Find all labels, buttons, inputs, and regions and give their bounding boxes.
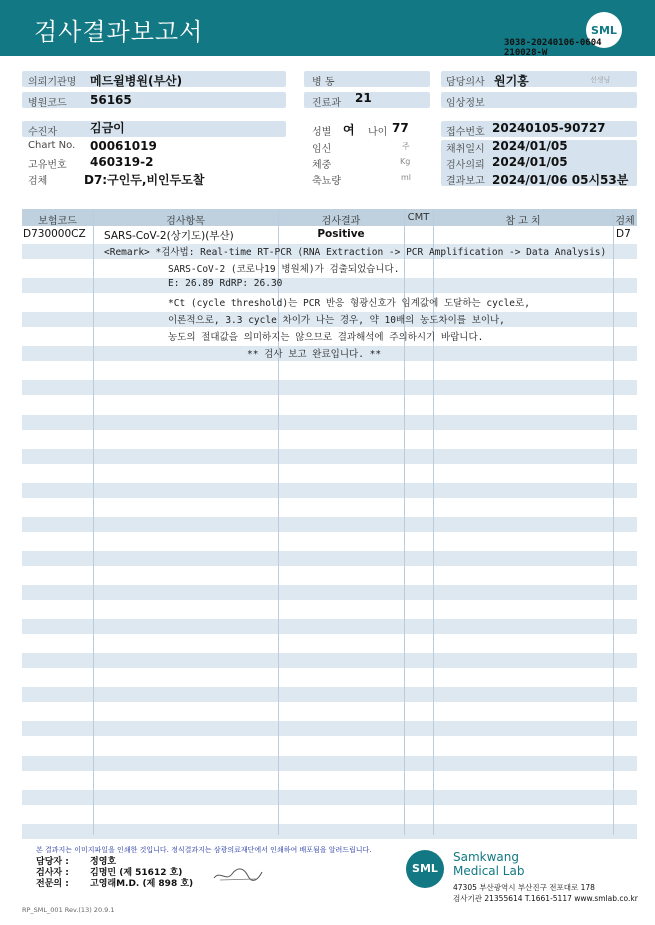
remark-line: 농도의 절대값을 의미하지는 않으므로 결과해석에 주의하시기 바랍니다. xyxy=(168,332,484,343)
patient-box xyxy=(22,121,286,137)
hospital-code-value: 56165 xyxy=(90,93,132,107)
age-label: 나이 xyxy=(368,127,388,138)
sml-logo-text: SML xyxy=(591,24,617,37)
column-header-reference: 참 고 치 xyxy=(505,216,541,227)
specialist-value: 고영래M.D. (제 898 호) xyxy=(90,879,194,889)
column-divider xyxy=(93,209,94,835)
dept-label: 진료과 xyxy=(312,98,341,109)
dept-value: 21 xyxy=(355,91,372,105)
specimen-label: 검체 xyxy=(28,176,48,187)
table-stripe xyxy=(22,278,637,293)
hospital-code-label: 병원코드 xyxy=(28,98,67,109)
clinical-info-label: 임상정보 xyxy=(446,98,485,109)
table-stripe xyxy=(22,721,637,736)
column-header-code: 보험코드 xyxy=(38,216,77,227)
collection-label: 채취일시 xyxy=(446,144,485,155)
table-stripe xyxy=(22,824,637,839)
report-title: 검사결과보고서 xyxy=(34,18,204,46)
table-stripe xyxy=(22,415,637,430)
chart-label: Chart No. xyxy=(28,140,76,151)
unique-number-label: 고유번호 xyxy=(28,160,67,171)
receipt-label: 접수번호 xyxy=(446,127,485,138)
doctor-label: 담당의사 xyxy=(446,77,485,88)
remark-line: ** 검사 보고 완료입니다. ** xyxy=(247,349,382,360)
institution-value: 메드윌병원(부산) xyxy=(90,74,183,88)
urine-unit: ml xyxy=(401,173,412,182)
column-header-item: 검사항목 xyxy=(166,216,205,227)
patient-value: 김금이 xyxy=(90,121,125,135)
specialist-label: 전문의 : xyxy=(36,879,69,889)
doctor-title: 선생님 xyxy=(590,76,611,84)
sex-value: 여 xyxy=(343,123,355,137)
column-header-specimen: 검체 xyxy=(615,216,635,227)
table-stripe xyxy=(22,756,637,771)
institution-label: 의뢰기관명 xyxy=(28,77,77,88)
receipt-value: 20240105-90727 xyxy=(492,121,606,135)
ward-label: 병 동 xyxy=(312,77,335,88)
table-stripe xyxy=(22,653,637,668)
pregnancy-label: 임신 xyxy=(312,144,332,155)
request-label: 검사의뢰 xyxy=(446,160,485,171)
report-value: 2024/01/06 05시53분 xyxy=(492,173,629,187)
urine-label: 축뇨량 xyxy=(312,176,341,187)
table-stripe xyxy=(22,585,637,600)
company-logo-text: SML xyxy=(412,862,438,875)
weight-label: 체중 xyxy=(312,160,332,171)
document-number-line2: 210028-W xyxy=(504,48,548,58)
remark-line: E: 26.89 RdRP: 26.30 xyxy=(168,278,283,289)
request-value: 2024/01/05 xyxy=(492,155,568,169)
collection-value: 2024/01/05 xyxy=(492,139,568,153)
remark-line: <Remark> *검사법: Real-time RT-PCR (RNA Extraction -> PCR Amplification -> Data Analysis) xyxy=(104,247,607,258)
remark-line: SARS-CoV-2 (코로나19 병원체)가 검출되었습니다. xyxy=(168,264,400,275)
staff-label: 담당자 : xyxy=(36,857,69,867)
pregnancy-unit: 주 xyxy=(402,142,410,151)
column-header-cmt: CMT xyxy=(407,212,430,223)
chart-value: 00061019 xyxy=(90,139,157,153)
patient-label: 수진자 xyxy=(28,127,57,138)
tester-value: 김명민 (제 51612 호) xyxy=(90,868,183,878)
row-test-item: SARS-CoV-2(상기도)(부산) xyxy=(104,230,234,242)
specimen-value: D7:구인두,비인두도찰 xyxy=(84,173,205,187)
footer-notice: 본 결과지는 이미지파일을 인쇄한 것입니다. 정식결과지는 삼광의료재단에서 인쇄하여 배포됨을 알려드립니다. xyxy=(36,846,372,854)
table-stripe xyxy=(22,790,637,805)
company-name-line2: Medical Lab xyxy=(453,864,525,878)
sex-label: 성별 xyxy=(312,127,332,138)
remark-line: *Ct (cycle threshold)는 PCR 반응 형광신호가 임계값에 도달하는 cycle로, xyxy=(168,298,530,309)
form-code: RP_SML_001 Rev.(13) 20.9.1 xyxy=(22,906,115,914)
table-stripe xyxy=(22,517,637,532)
table-stripe xyxy=(22,380,637,395)
table-stripe xyxy=(22,483,637,498)
company-name-line1: Samkwang xyxy=(453,850,519,864)
column-header-result: 검사결과 xyxy=(321,216,361,227)
staff-value: 정영호 xyxy=(90,857,117,867)
tester-label: 검사자 : xyxy=(36,868,69,878)
table-stripe xyxy=(22,449,637,464)
row-result: Positive xyxy=(317,228,365,240)
age-value: 77 xyxy=(392,121,409,135)
remark-line: 이론적으로, 3.3 cycle 차이가 나는 경우, 약 10배의 농도차이를 보이나, xyxy=(168,315,505,326)
document-number xyxy=(504,38,602,58)
row-insurance-code: D730000CZ xyxy=(23,228,86,240)
company-phone: 검사기관 21355614 T.1661-5117 www.smlab.co.kr xyxy=(453,894,638,903)
weight-unit: Kg xyxy=(400,157,411,166)
document-number-line1: 3038-20240106-0604 xyxy=(504,38,602,48)
table-stripe xyxy=(22,687,637,702)
table-stripe xyxy=(22,619,637,634)
row-specimen: D7 xyxy=(616,228,631,240)
table-stripe xyxy=(22,551,637,566)
signature-image xyxy=(210,862,266,886)
company-address: 47305 부산광역시 부산진구 전포대로 178 xyxy=(453,883,595,892)
unique-number-value: 460319-2 xyxy=(90,155,154,169)
report-label: 결과보고 xyxy=(446,176,485,187)
doctor-value: 원기홍 xyxy=(494,74,529,88)
column-divider xyxy=(613,209,614,835)
